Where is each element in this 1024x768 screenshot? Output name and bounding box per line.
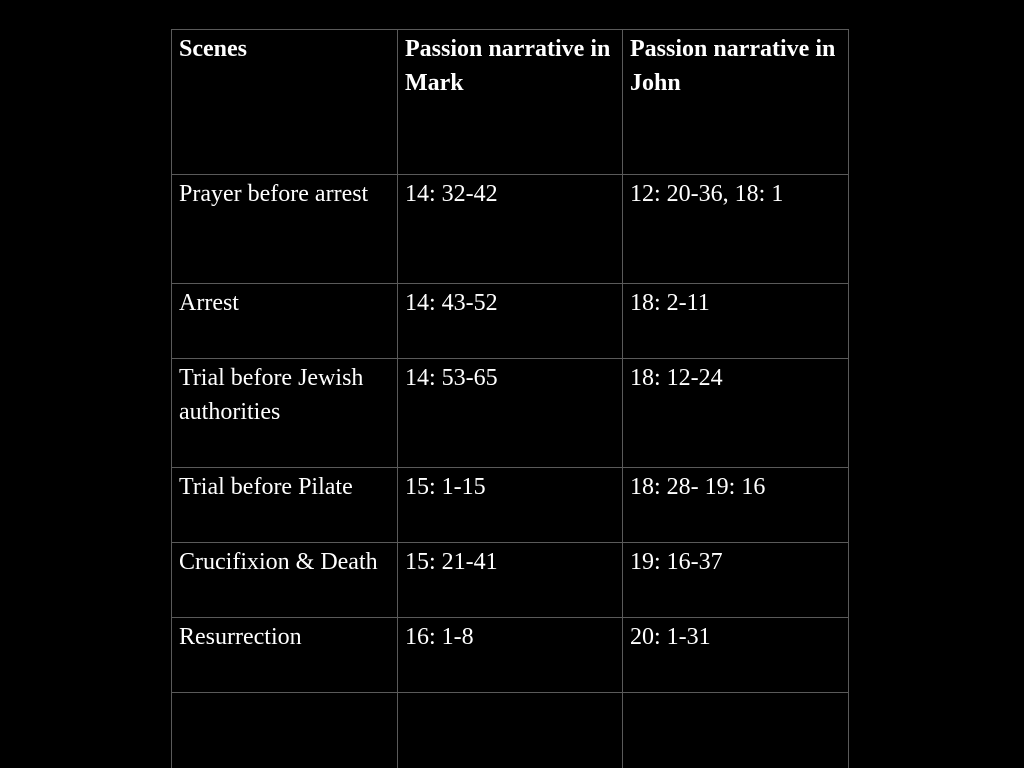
table-row-empty xyxy=(172,693,849,768)
table-row xyxy=(172,359,849,468)
table-row xyxy=(172,175,849,284)
table-row xyxy=(172,468,849,543)
scene-cell: Arrest xyxy=(172,284,398,359)
table-header-row xyxy=(172,30,849,175)
scene-cell: Prayer before arrest xyxy=(172,175,398,284)
scene-cell xyxy=(172,693,398,768)
john-cell: 12: 20-36, 18: 1 xyxy=(623,175,849,284)
mark-cell: 14: 43-52 xyxy=(398,284,623,359)
scene-cell: Trial before Pilate xyxy=(172,468,398,543)
john-cell xyxy=(623,693,849,768)
mark-cell: 14: 53-65 xyxy=(398,359,623,468)
mark-cell: 15: 1-15 xyxy=(398,468,623,543)
john-cell: 19: 16-37 xyxy=(623,543,849,618)
john-cell: 20: 1-31 xyxy=(623,618,849,693)
mark-cell: 16: 1-8 xyxy=(398,618,623,693)
john-cell: 18: 12-24 xyxy=(623,359,849,468)
scene-cell: Trial before Jewish authorities xyxy=(172,359,398,468)
mark-cell xyxy=(398,693,623,768)
mark-cell: 14: 32-42 xyxy=(398,175,623,284)
table-row xyxy=(172,543,849,618)
table-row xyxy=(172,284,849,359)
john-cell: 18: 2-11 xyxy=(623,284,849,359)
header-scenes: Scenes xyxy=(172,30,398,175)
table-row xyxy=(172,618,849,693)
header-mark: Passion narrative in Mark xyxy=(398,30,623,175)
scene-cell: Crucifixion & Death xyxy=(172,543,398,618)
scene-cell: Resurrection xyxy=(172,618,398,693)
passion-comparison-table xyxy=(171,29,849,768)
john-cell: 18: 28- 19: 16 xyxy=(623,468,849,543)
header-john: Passion narrative in John xyxy=(623,30,849,175)
mark-cell: 15: 21-41 xyxy=(398,543,623,618)
